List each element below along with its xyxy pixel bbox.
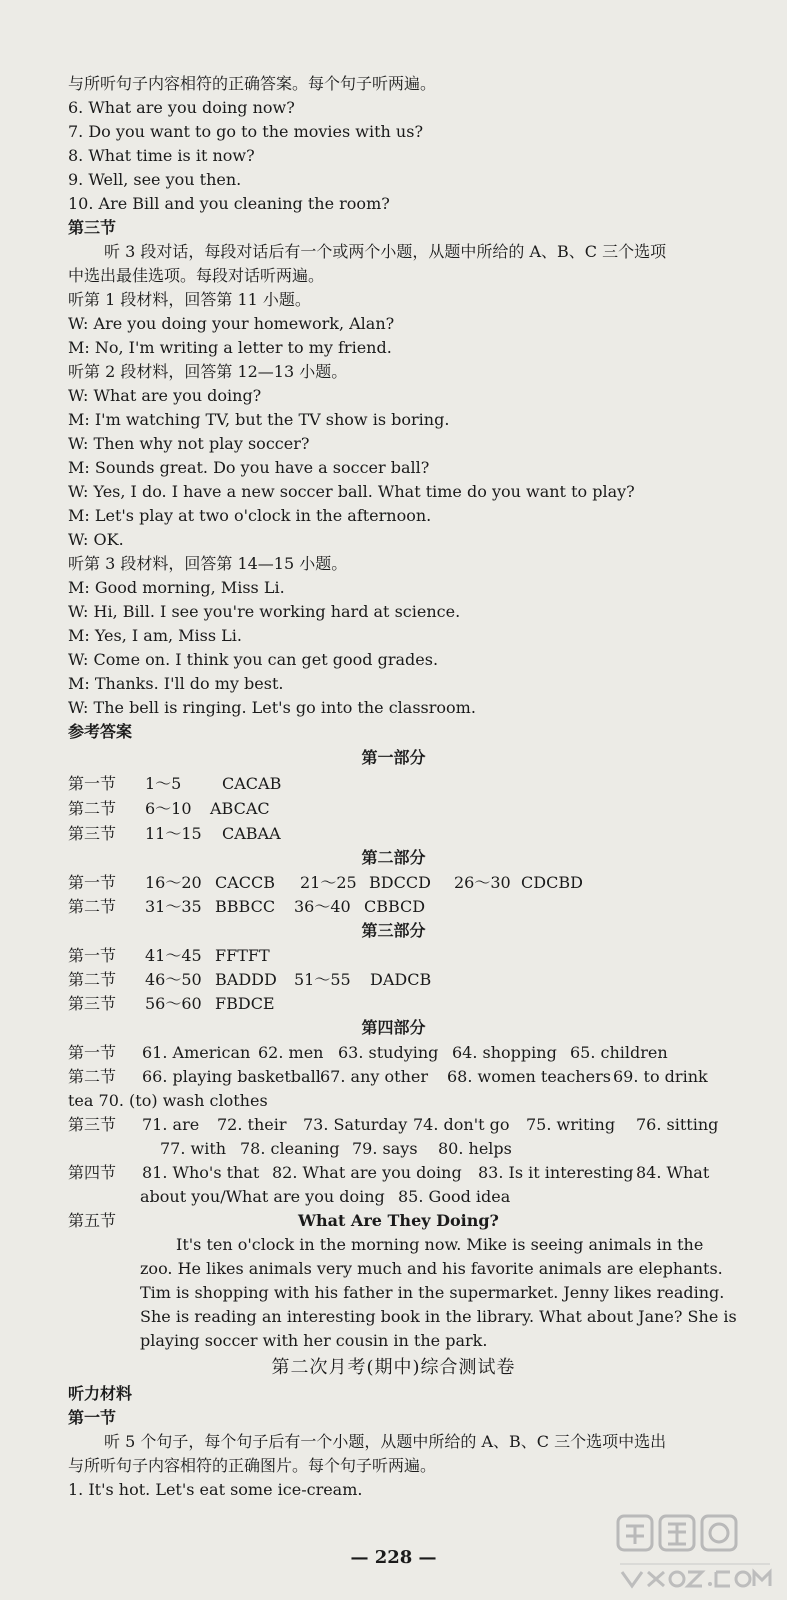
answer-key-heading: 参考答案 <box>68 722 133 741</box>
section3-instruction-2: 中选出最佳选项。每段对话听两遍。 <box>68 266 325 285</box>
dialogue-line: M: Thanks. I'll do my best. <box>68 674 284 693</box>
answer-item: 74. don't go <box>413 1115 510 1134</box>
answer-item: 77. with <box>160 1139 227 1158</box>
answer-range: 21～25 <box>300 873 357 892</box>
answer-range: 31～35 <box>145 897 202 916</box>
answer-letters: BDCCD <box>369 873 431 892</box>
essay-line: She is reading an interesting book in the library. What about Jane? She is <box>140 1307 737 1326</box>
answer-item: 65. children <box>570 1043 668 1062</box>
essay-line: Tim is shopping with his father in the supermarket. Jenny likes reading. <box>140 1283 725 1302</box>
listening-line-3: 7. Do you want to go to the movies with us? <box>68 122 424 141</box>
answer-section-label: 第二节 <box>68 897 117 916</box>
answer-letters: BADDD <box>215 970 277 989</box>
answer-range: 46～50 <box>145 970 202 989</box>
site-watermark-logo <box>612 1510 777 1592</box>
listening-heading: 听力材料 <box>68 1384 133 1403</box>
listening-line-1: 与所听句子内容相符的正确答案。每个句子听两遍。 <box>68 74 437 93</box>
answer-letters: CABAA <box>222 824 281 843</box>
answer-item: 64. shopping <box>452 1043 557 1062</box>
answer-range: 11～15 <box>145 824 202 843</box>
answer-letters: CACAB <box>222 774 282 793</box>
dialogue-line: 听第 2 段材料，回答第 12—13 小题。 <box>68 362 348 381</box>
answer-item: 83. Is it interesting <box>478 1163 634 1182</box>
dialogue-line: W: Are you doing your homework, Alan? <box>68 314 395 333</box>
answer-section-label: 第四节 <box>68 1163 117 1182</box>
dialogue-line: W: Yes, I do. I have a new soccer ball. What time do you want to play? <box>68 482 635 501</box>
part1-title: 第一部分 <box>361 748 426 767</box>
answer-section-label: 第一节 <box>68 946 117 965</box>
answer-range: 6～10 <box>145 799 192 818</box>
answer-item: 82. What are you doing <box>272 1163 462 1182</box>
dialogue-line: W: Then why not play soccer? <box>68 434 310 453</box>
dialogue-line: M: Good morning, Miss Li. <box>68 578 285 597</box>
next-instruction-1: 听 5 个句子，每个句子后有一个小题，从题中所给的 A、B、C 三个选项中选出 <box>104 1432 667 1451</box>
answer-item: 79. says <box>352 1139 418 1158</box>
answer-item: 63. studying <box>338 1043 439 1062</box>
answer-letters: ABCAC <box>210 799 270 818</box>
answer-section-label: 第二节 <box>68 970 117 989</box>
dialogue-line: W: Come on. I think you can get good grades. <box>68 650 439 669</box>
answer-section-label: 第一节 <box>68 774 117 793</box>
answer-item: 69. to drink <box>613 1067 708 1086</box>
answer-item: about you/What are you doing <box>140 1187 385 1206</box>
answer-item: 67. any other <box>320 1067 428 1086</box>
essay-line: zoo. He likes animals very much and his favorite animals are elephants. <box>140 1259 723 1278</box>
answer-item: 75. writing <box>526 1115 616 1134</box>
answer-item: 61. American <box>142 1043 251 1062</box>
dialogue-line: W: OK. <box>68 530 124 549</box>
dialogue-line: M: Let's play at two o'clock in the afternoon. <box>68 506 432 525</box>
answer-item: 73. Saturday <box>303 1115 408 1134</box>
answer-letters: FFTFT <box>215 946 270 965</box>
dialogue-line: M: No, I'm writing a letter to my friend. <box>68 338 392 357</box>
answer-item: 85. Good idea <box>398 1187 511 1206</box>
answer-section-label: 第一节 <box>68 873 117 892</box>
answer-item: 68. women teachers <box>447 1067 611 1086</box>
answer-range: 56～60 <box>145 994 202 1013</box>
answer-section-label: 第二节 <box>68 1067 117 1086</box>
answer-section-label: 第一节 <box>68 1043 117 1062</box>
listening-line-2: 6. What are you doing now? <box>68 98 295 117</box>
answer-range: 51～55 <box>294 970 351 989</box>
answer-item: 81. Who's that <box>142 1163 260 1182</box>
answer-section-label: 第三节 <box>68 994 117 1013</box>
answer-item: 84. What <box>636 1163 710 1182</box>
section3-instruction-1: 听 3 段对话，每段对话后有一个或两个小题，从题中所给的 A、B、C 三个选项 <box>104 242 667 261</box>
dialogue-line: 听第 1 段材料，回答第 11 小题。 <box>68 290 311 309</box>
answer-item: 71. are <box>142 1115 200 1134</box>
essay-line: It's ten o'clock in the morning now. Mike is seeing animals in the <box>176 1235 704 1254</box>
answer-letters: BBBCC <box>215 897 276 916</box>
next-instruction-2: 与所听句子内容相符的正确图片。每个句子听两遍。 <box>68 1456 437 1475</box>
answer-letters: CBBCD <box>364 897 426 916</box>
answer-range: 16～20 <box>145 873 202 892</box>
answer-range: 26～30 <box>454 873 511 892</box>
answer-item: 76. sitting <box>636 1115 719 1134</box>
dialogue-line: M: I'm watching TV, but the TV show is boring. <box>68 410 450 429</box>
answer-section-label: 第三节 <box>68 824 117 843</box>
answer-range: 36～40 <box>294 897 351 916</box>
dialogue-line: M: Sounds great. Do you have a soccer ball? <box>68 458 430 477</box>
next-section-heading: 第一节 <box>68 1408 117 1427</box>
answer-letters: CACCB <box>215 873 276 892</box>
part3-title: 第三部分 <box>361 921 426 940</box>
listening-line-4: 8. What time is it now? <box>68 146 255 165</box>
dialogue-line: W: Hi, Bill. I see you're working hard at science. <box>68 602 461 621</box>
part4-title: 第四部分 <box>361 1018 426 1037</box>
answer-item: 66. playing basketball <box>142 1067 321 1086</box>
essay-line: playing soccer with her cousin in the park. <box>140 1331 488 1350</box>
answer-letters: CDCBD <box>521 873 583 892</box>
answer-item: 80. helps <box>438 1139 512 1158</box>
dialogue-line: M: Yes, I am, Miss Li. <box>68 626 243 645</box>
exam-title: 第二次月考(期中)综合测试卷 <box>271 1357 516 1378</box>
answer-item: 62. men <box>258 1043 324 1062</box>
essay-title: What Are They Doing? <box>298 1211 499 1230</box>
dialogue-line: W: What are you doing? <box>68 386 262 405</box>
answer-section-label: 第五节 <box>68 1211 117 1230</box>
section3-heading: 第三节 <box>68 218 117 237</box>
answer-range: 41～45 <box>145 946 202 965</box>
listening-line-6: 10. Are Bill and you cleaning the room? <box>68 194 390 213</box>
page-number: — 228 — <box>350 1547 437 1568</box>
answer-range: 1～5 <box>145 774 182 793</box>
next-question-1: 1. It's hot. Let's eat some ice-cream. <box>68 1480 363 1499</box>
dialogue-line: 听第 3 段材料，回答第 14—15 小题。 <box>68 554 348 573</box>
listening-line-5: 9. Well, see you then. <box>68 170 242 189</box>
answer-item: 72. their <box>217 1115 287 1134</box>
part2-title: 第二部分 <box>361 848 426 867</box>
answer-letters: FBDCE <box>215 994 275 1013</box>
answer-item: 78. cleaning <box>240 1139 340 1158</box>
answer-section-label: 第三节 <box>68 1115 117 1134</box>
dialogue-line: W: The bell is ringing. Let's go into the classroom. <box>68 698 476 717</box>
answer-letters: DADCB <box>370 970 432 989</box>
answer-section-label: 第二节 <box>68 799 117 818</box>
answer-item: tea 70. (to) wash clothes <box>68 1091 268 1110</box>
